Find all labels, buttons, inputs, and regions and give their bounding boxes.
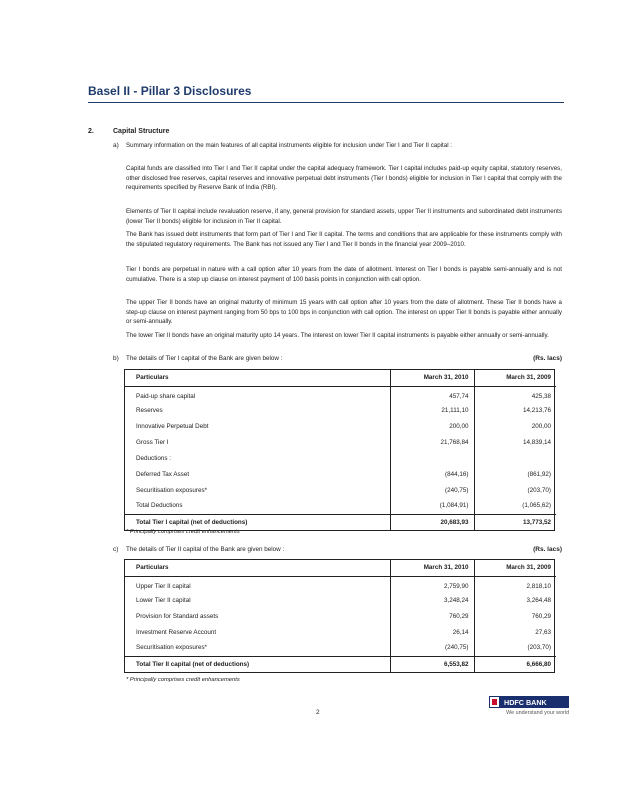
value-2010: 21,768,84 xyxy=(390,434,474,450)
value-2010: (240,75) xyxy=(390,640,474,656)
value-2010: 21,111,10 xyxy=(390,402,474,418)
total-row xyxy=(125,656,556,672)
value-2009: 14,213,76 xyxy=(474,402,556,418)
item-c-letter: c) xyxy=(113,546,119,553)
column-header: March 31, 2009 xyxy=(474,370,556,386)
tier1-table xyxy=(124,369,555,531)
item-a-paragraph-5: The upper Tier II bonds have an original maturity of minimum 15 years with call option after 10 years from the date of allotment. These Tier II bonds have a step-up clause on interest payment ranging from 50 bps to 100 bps in conjunction with call option. The interest on upper Tier II bonds is payable either annually or semi-annually. xyxy=(126,299,562,326)
table-row xyxy=(125,608,556,624)
item-b-unit: (Rs. lacs) xyxy=(533,355,562,362)
item-a-paragraph-3: The Bank has issued debt instruments that form part of Tier I and Tier II capital. The terms and conditions that are applicable for these instruments comply with the stipulated regulatory requirements. The Bank has not issued any Tier I and Tier II bonds in the financial year 2009–2010. xyxy=(126,231,562,248)
total-2009: 6,666,80 xyxy=(474,656,556,672)
total-2010: 20,683,93 xyxy=(390,514,474,530)
row-label: Reserves xyxy=(136,406,163,414)
logo-tagline: We understand your world xyxy=(506,710,569,716)
column-header: March 31, 2009 xyxy=(474,560,556,576)
value-2010: 760,29 xyxy=(390,608,474,624)
column-header: Particulars xyxy=(125,560,390,576)
table-row xyxy=(125,576,556,592)
table-row xyxy=(125,624,556,640)
item-a-intro: Summary information on the main features of all capital instruments eligible for inclusion under Tier I and Tier II capital : xyxy=(126,142,453,149)
item-c-unit: (Rs. lacs) xyxy=(533,546,562,553)
tier1-header-row xyxy=(125,370,556,386)
value-2010: 26,14 xyxy=(390,624,474,640)
value-2010: 200,00 xyxy=(390,418,474,434)
bank-logo-icon xyxy=(489,696,500,708)
row-label: Paid-up share capital xyxy=(136,392,196,400)
total-row xyxy=(125,514,556,530)
total-label: Total Tier II capital (net of deductions) xyxy=(125,656,390,672)
value-2009: (203,70) xyxy=(474,640,556,656)
item-c-text: The details of Tier II capital of the Bank are given below : xyxy=(126,546,285,553)
table-row xyxy=(125,466,556,482)
row-label: Innovative Perpetual Debt xyxy=(136,422,209,430)
section-title: Capital Structure xyxy=(113,128,170,135)
table-row xyxy=(125,386,556,402)
value-2009: 425,38 xyxy=(474,386,556,402)
value-2009: 14,839,14 xyxy=(474,434,556,450)
total-2009: 13,773,52 xyxy=(474,514,556,530)
item-b-text: The details of Tier I capital of the Bank are given below : xyxy=(126,355,283,362)
row-label: Securitisation exposures* xyxy=(136,486,208,494)
item-a-paragraph-2: Elements of Tier II capital include revaluation reserve, if any, general provision for standard assets, upper Tier II instruments and subordinated debt instruments (lower Tier II bonds) eligible for inclusion in Tier II capital. xyxy=(126,208,562,225)
value-2009 xyxy=(474,450,556,466)
value-2009: 760,29 xyxy=(474,608,556,624)
value-2010: (240,75) xyxy=(390,482,474,498)
table-row xyxy=(125,482,556,498)
value-2010: 2,759,90 xyxy=(390,576,474,592)
item-a-paragraph-6: The lower Tier II bonds have an original maturity upto 14 years. The interest on lower Tier II capital instruments is payable either annually or semi-annually. xyxy=(126,332,549,339)
tier2-header-row xyxy=(125,560,556,576)
table-row xyxy=(125,450,556,466)
row-label: Deferred Tax Asset xyxy=(136,470,190,478)
value-2009: (1,065,62) xyxy=(474,498,556,514)
tier2-table xyxy=(124,559,555,673)
total-label: Total Tier I capital (net of deductions) xyxy=(125,514,390,530)
item-a-paragraph-4: Tier I bonds are perpetual in nature with a call option after 10 years from the date of allotment. Interest on Tier I bonds is payable semi-annually and is not cumulative. There is a step up clause on interest payment of 100 basis points in conjunction with call option. xyxy=(126,266,562,283)
hdfc-logo xyxy=(489,696,569,720)
item-a-letter: a) xyxy=(113,142,119,149)
value-2009: 3,264,48 xyxy=(474,592,556,608)
logo-text: HDFC BANK xyxy=(504,697,547,707)
item-a-paragraph-1: Capital funds are classified into Tier I and Tier II capital under the capital adequacy framework. Tier I capital includes paid-up equity capital, statutory reserves, other disclosed free reserves, capital reserves and innovative perpetual debt instruments (Tier I bonds) eligible for inclusion in Tier I capital that comply with the requirements specified by Reserve Bank of India (RBI). xyxy=(126,165,562,192)
value-2009: 200,00 xyxy=(474,418,556,434)
page-title: Basel II - Pillar 3 Disclosures xyxy=(88,84,252,98)
value-2010: 3,248,24 xyxy=(390,592,474,608)
column-header: Particulars xyxy=(125,370,390,386)
item-c-footnote: * Principally comprises credit enhancements xyxy=(126,677,240,683)
row-label: Provision for Standard assets xyxy=(136,612,219,620)
table-row xyxy=(125,418,556,434)
section-number: 2. xyxy=(88,128,94,135)
page-number: 2 xyxy=(316,709,320,716)
row-label: Deductions : xyxy=(136,454,172,462)
total-2010: 6,553,82 xyxy=(390,656,474,672)
value-2009: 27,63 xyxy=(474,624,556,640)
value-2009: (861,92) xyxy=(474,466,556,482)
row-label: Upper Tier II capital xyxy=(136,582,191,590)
table-row xyxy=(125,434,556,450)
value-2010: (844,16) xyxy=(390,466,474,482)
row-label: Total Deductions xyxy=(136,502,183,510)
item-b-letter: b) xyxy=(113,355,119,362)
value-2009: 2,818,10 xyxy=(474,576,556,592)
value-2010: 457,74 xyxy=(390,386,474,402)
table-row xyxy=(125,402,556,418)
row-label: Lower Tier II capital xyxy=(136,596,191,604)
row-label: Gross Tier I xyxy=(136,438,169,446)
row-label: Securitisation exposures* xyxy=(136,644,208,652)
value-2009: (203,70) xyxy=(474,482,556,498)
title-rule xyxy=(88,102,564,103)
table-row xyxy=(125,640,556,656)
value-2010 xyxy=(390,450,474,466)
logo-box xyxy=(489,696,569,708)
row-label: Investment Reserve Account xyxy=(136,628,217,636)
item-b-footnote: * Principally comprises credit enhancements xyxy=(126,529,240,535)
value-2010: (1,084,91) xyxy=(390,498,474,514)
column-header: March 31, 2010 xyxy=(390,370,474,386)
table-row xyxy=(125,592,556,608)
column-header: March 31, 2010 xyxy=(390,560,474,576)
table-row xyxy=(125,498,556,514)
